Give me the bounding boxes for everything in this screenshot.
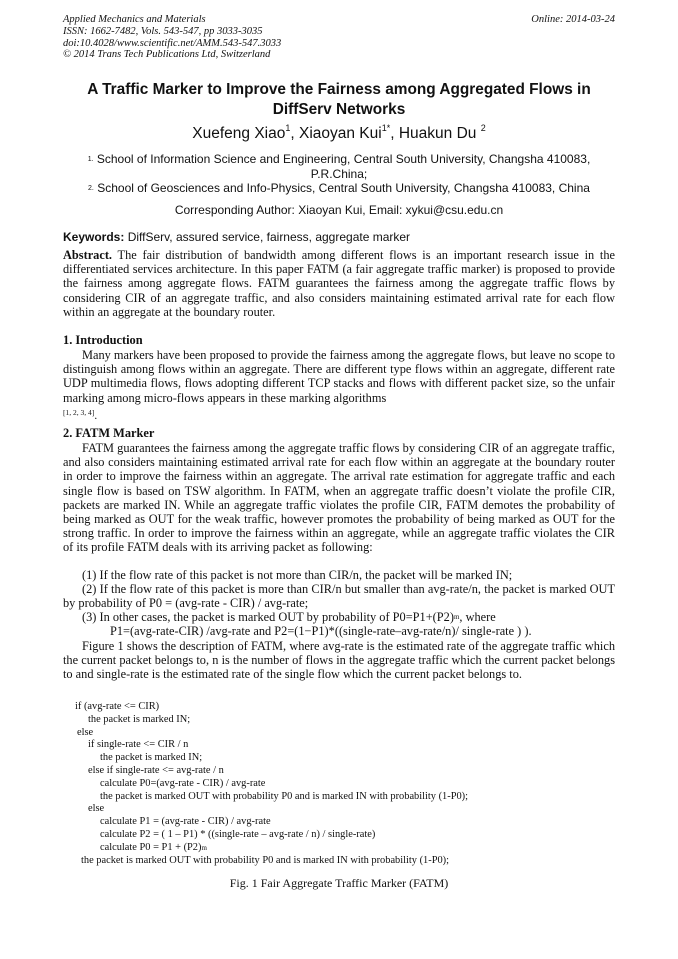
affiliation-2	[63, 181, 615, 196]
section-2-paragraph-1: FATM guarantees the fairness among the aggregate traffic flows by considering CIR of an aggregate traffic, and also considers maintaining estimated arrival rate for each flow within an aggregate at the boundary router in order to improve the fairness within an aggregate. The arrival rate estimation for aggregate traffic and each single flow is based on TSW algorithm. In FATM, when an aggregate traffic doesn’t violate the profile CIR, packets are marked IN. While an aggregate traffic violates the profile CIR, FATM demotes the probability of being marked as OUT for the weak traffic, however promotes the probability of being marked as OUT for the strong traffic. In order to improve the fairness within an aggregate, while an aggregate traffic violates the CIR of its profile FATM deals with its arriving packet as following:	[63, 441, 615, 555]
affiliation-2-mark: 2.	[88, 185, 94, 192]
intro-paragraph: Many markers have been proposed to provide the fairness among the aggregate flows, but leave no scope to distinguish among flows within an aggregate. There are different type flows within an aggregate, different rate UDP multimedia flows, flows adopting different TCP stacks and flows with different packet size, so the unfair marking among micro-flows appears in these marking algorithms	[63, 348, 615, 405]
affiliation-1	[63, 152, 615, 182]
code-line	[63, 842, 615, 855]
author-2-affil: 1*	[381, 123, 391, 133]
keywords-text: DiffServ, assured service, fairness, aggregate marker	[127, 230, 411, 244]
journal-name: Applied Mechanics and Materials	[63, 14, 206, 25]
affiliation-1-text: School of Information Science and Engineering, Central South University, Changsha 410083,	[96, 152, 591, 166]
figure-1-pseudocode	[63, 701, 615, 867]
journal-header	[63, 14, 615, 61]
author-1: Xuefeng Xiao	[192, 125, 286, 142]
title-line-1: A Traffic Marker to Improve the Fairness among Aggregated Flows in	[87, 81, 591, 98]
code-line-text: calculate P0 = P1 + (P2)	[100, 841, 202, 853]
author-sep: ,	[290, 125, 299, 142]
code-line: else	[88, 803, 105, 815]
rule-3-text: (3) In other cases, the packet is marked OUT by probability of P0=P1+(P2)	[82, 610, 454, 624]
code-line: calculate P2 = ( 1 – P1) * ((single-rate – avg-rate / n) / single-rate)	[100, 828, 376, 840]
rule-3-where: , where	[459, 610, 496, 624]
rule-3-exponent: m	[453, 613, 460, 621]
code-line: else	[77, 726, 94, 738]
author-1-affil: 1	[285, 123, 291, 133]
rule-3-formula: P1=(avg-rate-CIR) /avg-rate and P2=(1−P1)*((single-rate–avg-rate/n)/ single-rate ) ).	[110, 624, 532, 638]
title-line-2: DiffServ Networks	[272, 100, 406, 118]
keywords-label: Keywords:	[63, 230, 125, 244]
citation-numbers: [1, 2, 3, 4]	[63, 408, 95, 417]
affiliation-2-text: School of Geosciences and Info-Physics, Central South University, Changsha 410083, China	[97, 181, 590, 195]
code-line: else if single-rate <= avg-rate / n	[88, 764, 224, 776]
rule-2: (2) If the flow rate of this packet is more than CIR/n but smaller than avg-rate/n, the packet is marked OUT by probability of P0 = (avg-rate - CIR) / avg-rate;	[63, 582, 615, 611]
affiliation-1-line-2: P.R.China;	[310, 167, 368, 181]
section-1-text	[63, 348, 615, 405]
code-line: the packet is marked OUT with probability P0 and is marked IN with probability (1-P0);	[81, 854, 450, 866]
paper-title	[63, 80, 615, 119]
rule-1: (1) If the flow rate of this packet is not more than CIR/n, the packet will be marked IN;	[82, 568, 513, 582]
doi: doi:10.4028/www.scientific.net/AMM.543-547.3033	[63, 37, 282, 49]
affiliation-1-mark: 1.	[87, 156, 94, 163]
code-line: the packet is marked IN;	[100, 752, 203, 764]
intro-period: .	[94, 408, 98, 422]
code-line: if single-rate <= CIR / n	[88, 739, 189, 751]
copyright: © 2014 Trans Tech Publications Ltd, Switzerland	[63, 49, 271, 61]
code-line: calculate P0=(avg-rate - CIR) / avg-rate	[100, 777, 266, 789]
figure-1-caption: Fig. 1 Fair Aggregate Traffic Marker (FATM)	[229, 876, 449, 890]
section-2-heading: 2. FATM Marker	[63, 426, 155, 440]
abstract-text: The fair distribution of bandwidth among different flows is an important research issue in the differentiated services architecture. In this paper FATM (a fair aggregate traffic marker) is proposed to provide the fairness among aggregate flows. FATM guarantees the fairness among the aggregate traffic flows by considering CIR of an aggregate traffic, and also considers maintaining estimated arrival rate for each flow within an aggregate at the boundary router.	[63, 248, 615, 319]
citation-refs	[63, 404, 98, 422]
author-3: Huakun Du	[398, 125, 477, 142]
code-exponent: m	[201, 843, 207, 852]
abstract	[63, 248, 615, 319]
corresponding-author: Corresponding Author: Xiaoyan Kui, Email: xykui@csu.edu.cn	[174, 203, 504, 217]
online-date: Online: 2014-03-24	[531, 14, 615, 25]
code-line: if (avg-rate <= CIR)	[75, 701, 160, 712]
author-3-affil: 2	[480, 123, 486, 133]
author-2: Xiaoyan Kui	[298, 125, 382, 142]
author-sep: ,	[390, 125, 399, 142]
abstract-label: Abstract.	[63, 248, 113, 262]
section-2-paragraph-2: Figure 1 shows the description of FATM, where avg-rate is the estimated rate of the aggregate traffic which the current packet belongs to, n is the number of flows in the aggregate traffic which the current packet belongs to and single-rate is the estimated rate of the single flow which the current packet belongs to.	[63, 639, 615, 682]
keywords	[63, 230, 615, 244]
rule-3	[63, 610, 615, 624]
code-line: calculate P1 = (avg-rate - CIR) / avg-rate	[100, 816, 271, 828]
code-line: the packet is marked IN;	[88, 713, 191, 725]
code-line: the packet is marked OUT with probability P0 and is marked IN with probability (1-P0);	[100, 790, 469, 802]
author-list	[63, 125, 615, 143]
issn: ISSN: 1662-7482, Vols. 543-547, pp 3033-3035	[63, 25, 263, 37]
section-1-heading: 1. Introduction	[63, 333, 143, 347]
